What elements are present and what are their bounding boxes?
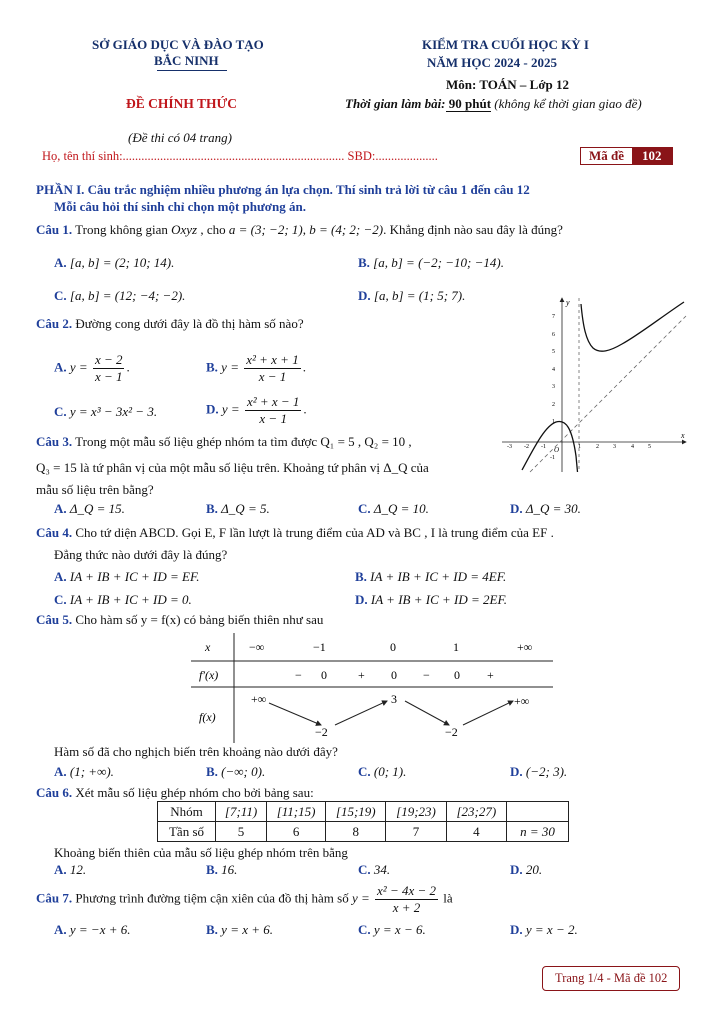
var-f-pos-inf-left: +∞ [251,692,267,706]
q2-a-den: x − 1 [94,369,123,384]
x-tick-neg1: -1 [541,444,546,450]
q1-option-a: A. [a, b] = (2; 10; 14). [54,255,175,270]
var-arrow-3 [405,701,449,725]
y-tick-1: 1 [552,419,555,425]
q3-option-a: A. Δ_Q = 15. [54,501,125,516]
q3-label: Câu 3. [36,434,73,449]
q3-line2: Q₃ = 15 là tứ phân vị của một mẫu số liệu trên. Khoảng tứ phân vị Δ_Q của [36,460,429,475]
y-tick-2: 2 [552,402,555,408]
q3-a-text: Δ_Q = 15. [69,501,125,516]
q4-c-text: IA + IB + IC + ID = 0. [69,592,192,607]
function-graph [500,296,690,476]
exam-code-label: Mã đề [589,148,625,163]
variation-table [191,633,553,743]
q5-label: Câu 5. [36,612,73,627]
y-label: y [566,298,570,307]
q4-b-text: IA + IB + IC + ID = 4EF. [370,569,507,584]
q3-d-text: Δ_Q = 30. [525,501,581,516]
q2-a-lhs: y = [69,359,88,375]
freq-row-label: Tần số [158,822,216,842]
time-value: 90 phút [445,96,492,111]
page-footer: Trang 1/4 - Mã đề 102 [542,966,680,991]
q3-text-1: Trong một mẫu số liệu ghép nhóm ta tìm được Q₁ = 5 , Q₂ = 10 , [72,434,412,449]
q1-text-b: , cho [197,222,229,237]
freq-val-total: n = 30 [507,822,569,842]
x-tick-3: 3 [613,444,616,450]
part1-heading: PHẦN I. Câu trắc nghiệm nhiều phương án lựa chọn. Thí sinh trả lời từ câu 1 đến câu 12 [36,182,530,197]
var-fp-s4: + [487,668,494,682]
var-arrow-4 [463,701,513,725]
q7-c-text: y = x − 6. [373,922,426,937]
q2-option-d: D. y = $\frac{\text{x² + x − 1}}{x - 1}$ . [206,394,307,426]
y-tick-3: 3 [552,384,555,390]
q1-c-text: [a, b] = (12; −4; −2). [69,288,186,303]
freq-val-3: 8 [326,822,386,842]
var-f-min1: −2 [315,725,328,739]
q6-option-c: C. 34. [358,862,391,877]
q1-text-c: . Khẳng định nào sau đây là đúng? [383,222,563,237]
x-tick-1: 1 [578,444,581,450]
q2-option-c: C. y = x³ − 3x² − 3. [54,404,158,419]
q2-b-lhs: y = [221,359,239,375]
dept-line2: BẮC NINH [154,53,219,68]
q7-option-d: D. y = x − 2. [510,922,578,937]
origin-label: O [554,446,560,454]
q2-d-den: x − 1 [259,411,287,426]
q7-b-text: y = x + 6. [221,922,274,937]
q4-text-1: Cho tứ diện ABCD. Gọi E, F lần lượt là trung điểm của AD và BC , I là trung điểm của EF . [72,525,554,540]
var-x-0: 0 [390,640,396,654]
q1-space: Oxyz [171,222,198,237]
q6-question: Khoảng biến thiên của mẫu số liệu ghép nhóm trên bằng [54,845,348,860]
exam-code-box [580,147,673,165]
y-tick-4: 4 [552,367,555,373]
q7-d-text: y = x − 2. [525,922,578,937]
var-arrow-1 [269,703,321,725]
time-line [345,96,642,112]
x-tick-4: 4 [631,444,634,450]
q7-option-c: C. y = x − 6. [358,922,426,937]
q1-label: Câu 1. [36,222,73,237]
x-tick-2: 2 [596,444,599,450]
var-fp-s3: − [423,668,430,682]
exam-title: KIỂM TRA CUỐI HỌC KỲ I [422,37,589,52]
q3-option-b: B. Δ_Q = 5. [206,501,270,516]
var-fp-z1: 0 [321,668,327,682]
q6-text: Xét mẫu số liệu ghép nhóm cho bởi bảng sau: [72,785,314,800]
q1-text-a: Trong không gian [72,222,172,237]
q6-a-text: 12. [69,862,87,877]
q2-label: Câu 2. [36,316,73,331]
q2-b-den: x − 1 [258,369,287,384]
q4-line2: Đẳng thức nào dưới đây là đúng? [54,547,228,562]
q7-option-a: A. y = −x + 6. [54,922,131,937]
q1-option-b: B. [a, b] = (−2; −10; −14). [358,255,504,270]
q1-vec-b: b = (4; 2; −2) [309,222,384,237]
q6-option-d: D. 20. [510,862,543,877]
q1-a-text: [a, b] = (2; 10; 14). [69,255,175,270]
freq-val-2: 6 [267,822,326,842]
q7-frac [375,883,438,916]
q5-b-text: (−∞; 0). [221,764,266,779]
var-x-pos-inf: +∞ [517,640,533,654]
official-label: ĐỀ CHÍNH THỨC [126,96,238,111]
q5-option-a: A. (1; +∞). [54,764,114,779]
freq-head-g4: [19;23) [386,802,446,822]
q3-line3: mẫu số liệu trên bằng? [36,482,154,497]
q3-option-c: C. Δ_Q = 10. [358,501,429,516]
freq-head-g1: [7;11) [216,802,267,822]
var-f-max: 3 [391,692,397,706]
q7-den: x + 2 [392,900,421,915]
freq-val-4: 7 [386,822,446,842]
freq-head-label: Nhóm [158,802,216,822]
x-tick-neg2: -2 [524,444,529,450]
q4-option-a: A. IA + IB + IC + ID = EF. [54,569,200,584]
q7-num: x² − 4x − 2 [377,883,437,898]
q3-line1 [36,434,412,450]
q2-option-b: B. y = $\frac{\text{x² + x + 1}}{x - 1}$ . [206,352,306,384]
school-year: NĂM HỌC 2024 - 2025 [427,55,557,70]
y-tick-neg1: -1 [550,455,555,461]
q2-c-text: y = x³ − 3x² − 3. [69,404,158,419]
q1-vec-a: a = (3; −2; 1) [228,222,303,237]
var-f-min2: −2 [445,725,458,739]
freq-head-g5: [23;27) [446,802,506,822]
q4-line1 [36,525,554,541]
q6-b-text: 16. [221,862,238,877]
q7-tail: là [443,890,453,906]
q5-text: Cho hàm số y = f(x) có bảng biến thiên như sau [72,612,324,627]
q1-d-text: [a, b] = (1; 5; 7). [373,288,466,303]
var-f-pos-inf-right: +∞ [514,694,530,708]
q4-option-b: B. IA + IB + IC + ID = 4EF. [355,569,507,584]
var-fp-label: f′(x) [199,668,219,682]
q5-option-b: B. (−∞; 0). [206,764,266,779]
q5-c-text: (0; 1). [373,764,407,779]
q2-a-frac [93,352,125,385]
var-fp-s1: − [295,668,302,682]
student-line: Họ, tên thí sinh:....................................................................... SBD:.................... [42,149,438,163]
q6-c-text: 34. [373,862,391,877]
q7-a-text: y = −x + 6. [69,922,131,937]
q2-d-num: x² + x − 1 [246,394,300,409]
q1-option-c: C. [a, b] = (12; −4; −2). [54,288,186,303]
dept-line1: SỞ GIÁO DỤC VÀ ĐÀO TẠO [92,37,264,52]
y-tick-6: 6 [552,332,555,338]
x-tick-5: 5 [648,444,651,450]
q4-label: Câu 4. [36,525,73,540]
q2-b-frac [244,352,300,385]
q1-stem: Câu 1. Trong không gian Oxyz , cho a = (3; −2; 1), b = (4; 2; −2). Khẳng định nào sau đây là đúng? [36,222,563,237]
time-note: (không kể thời gian giao đề) [491,96,642,111]
q2-stem [36,316,304,332]
q6-label: Câu 6. [36,785,73,800]
q6-stem [36,785,314,801]
q5-option-c: C. (0; 1). [358,764,407,779]
frequency-table [157,801,569,842]
var-x-neg-inf: −∞ [249,640,265,654]
q3-c-text: Δ_Q = 10. [373,501,429,516]
q5-a-text: (1; +∞). [69,764,114,779]
q7-lhs: y = [351,890,370,906]
q3-option-d: D. Δ_Q = 30. [510,501,581,516]
q4-option-c: C. IA + IB + IC + ID = 0. [54,592,192,607]
q4-option-d: D. IA + IB + IC + ID = 2EF. [355,592,507,607]
q2-option-a: A. y = $\frac{x - 2}{x - 1}$ . [54,352,130,384]
q7-text: Phương trình đường tiệm cận xiên của đồ thị hàm số [72,890,349,906]
freq-val-1: 5 [216,822,267,842]
q2-a-num: x − 2 [94,352,123,367]
y-tick-5: 5 [552,349,555,355]
curve-right-branch [581,302,684,351]
var-fp-s2: + [358,668,365,682]
q5-option-d: D. (−2; 3). [510,764,568,779]
q2-text: Đường cong dưới đây là đồ thị hàm số nào? [72,316,304,331]
q5-question: Hàm số đã cho nghịch biến trên khoảng nào dưới đây? [54,744,338,759]
q4-a-text: IA + IB + IC + ID = EF. [69,569,200,584]
q1-b-text: [a, b] = (−2; −10; −14). [373,255,504,270]
q3-b-text: Δ_Q = 5. [221,501,270,516]
pages-note: (Đề thi có 04 trang) [128,130,232,145]
q5-stem [36,612,323,628]
q6-option-b: B. 16. [206,862,238,877]
q5-d-text: (−2; 3). [525,764,568,779]
q1-option-d: D. [a, b] = (1; 5; 7). [358,288,466,303]
var-fp-z2: 0 [391,668,397,682]
q7-stem [36,883,453,916]
freq-val-5: 4 [446,822,506,842]
q6-option-a: A. 12. [54,862,87,877]
q7-option-b: B. y = x + 6. [206,922,274,937]
q6-d-text: 20. [525,862,543,877]
var-f-label: f(x) [199,710,216,724]
time-label: Thời gian làm bài: [345,96,446,111]
freq-value-row [158,822,569,842]
var-x-label: x [205,640,211,654]
freq-head-total [507,802,569,822]
q4-d-text: IA + IB + IC + ID = 2EF. [370,592,507,607]
q2-b-num: x² + x + 1 [246,352,299,367]
q2-d-lhs: y = [221,401,240,417]
part1-subheading: Mỗi câu hỏi thí sinh chỉ chọn một phương án. [54,199,306,214]
var-x-1: 1 [453,640,459,654]
y-tick-7: 7 [552,314,555,320]
q7-label: Câu 7. [36,890,73,906]
freq-head-g3: [15;19) [326,802,386,822]
var-fp-z3: 0 [454,668,460,682]
q2-d-frac [245,394,301,427]
subject: Môn: TOÁN – Lớp 12 [446,77,570,92]
var-x-neg1: −1 [313,640,326,654]
freq-head-row [158,802,569,822]
exam-code-value: 102 [632,148,672,164]
x-tick-neg3: -3 [507,444,512,450]
curve-left-branch [522,421,578,472]
freq-head-g2: [11;15) [267,802,326,822]
x-label: x [681,431,685,440]
var-arrow-2 [335,701,387,725]
dept-underline [157,70,227,71]
